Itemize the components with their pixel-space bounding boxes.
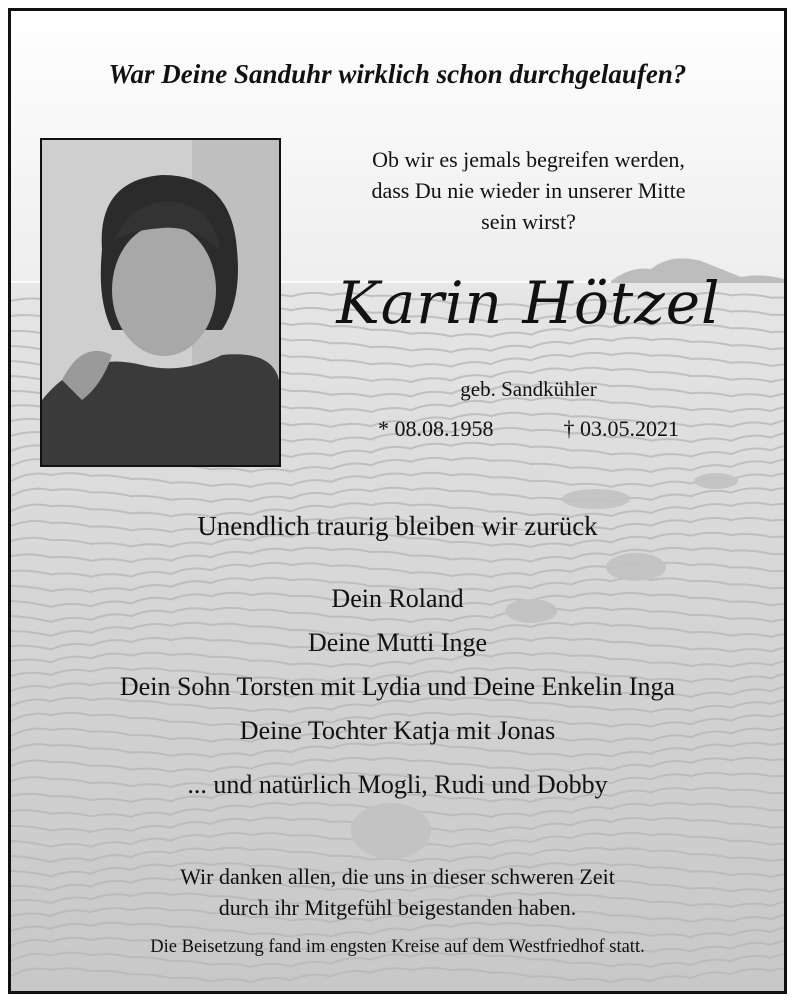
question-line: Ob wir es jemals begreifen werden, [372, 147, 685, 172]
portrait-photo [40, 138, 281, 467]
headline: War Deine Sanduhr wirklich schon durchgelaufen? [108, 59, 687, 89]
thanks-line: durch ihr Mitgefühl beigestanden haben. [218, 895, 577, 920]
family-member: Dein Sohn Torsten mit Lydia und Deine Enkelin Inga [119, 672, 676, 701]
family-list [11, 577, 784, 807]
question-line: dass Du nie wieder in unserer Mitte [371, 178, 686, 203]
deceased-name: Karin Hötzel [336, 269, 721, 337]
family-member: Deine Tochter Katja mit Jonas [239, 716, 556, 745]
life-dates [271, 416, 786, 442]
funeral-note: Die Beisetzung fand im engsten Kreise auf dem Westfriedhof statt. [150, 937, 645, 957]
thanks-text [11, 861, 784, 923]
family-member: Deine Mutti Inge [307, 628, 488, 657]
death-date: † 03.05.2021 [563, 416, 679, 441]
birth-name: geb. Sandkühler [460, 377, 597, 401]
question-text [271, 144, 786, 237]
birth-date: * 08.08.1958 [378, 416, 494, 441]
family-member: Dein Roland [331, 584, 464, 613]
notice-frame [8, 8, 787, 994]
question-line: sein wirst? [481, 209, 576, 234]
portrait-silhouette [42, 140, 279, 465]
mourning-line: Unendlich traurig bleiben wir zurück [197, 511, 598, 541]
thanks-line: Wir danken allen, die uns in dieser schweren Zeit [180, 864, 615, 889]
family-pets: ... und natürlich Mogli, Rudi und Dobby [187, 770, 608, 799]
